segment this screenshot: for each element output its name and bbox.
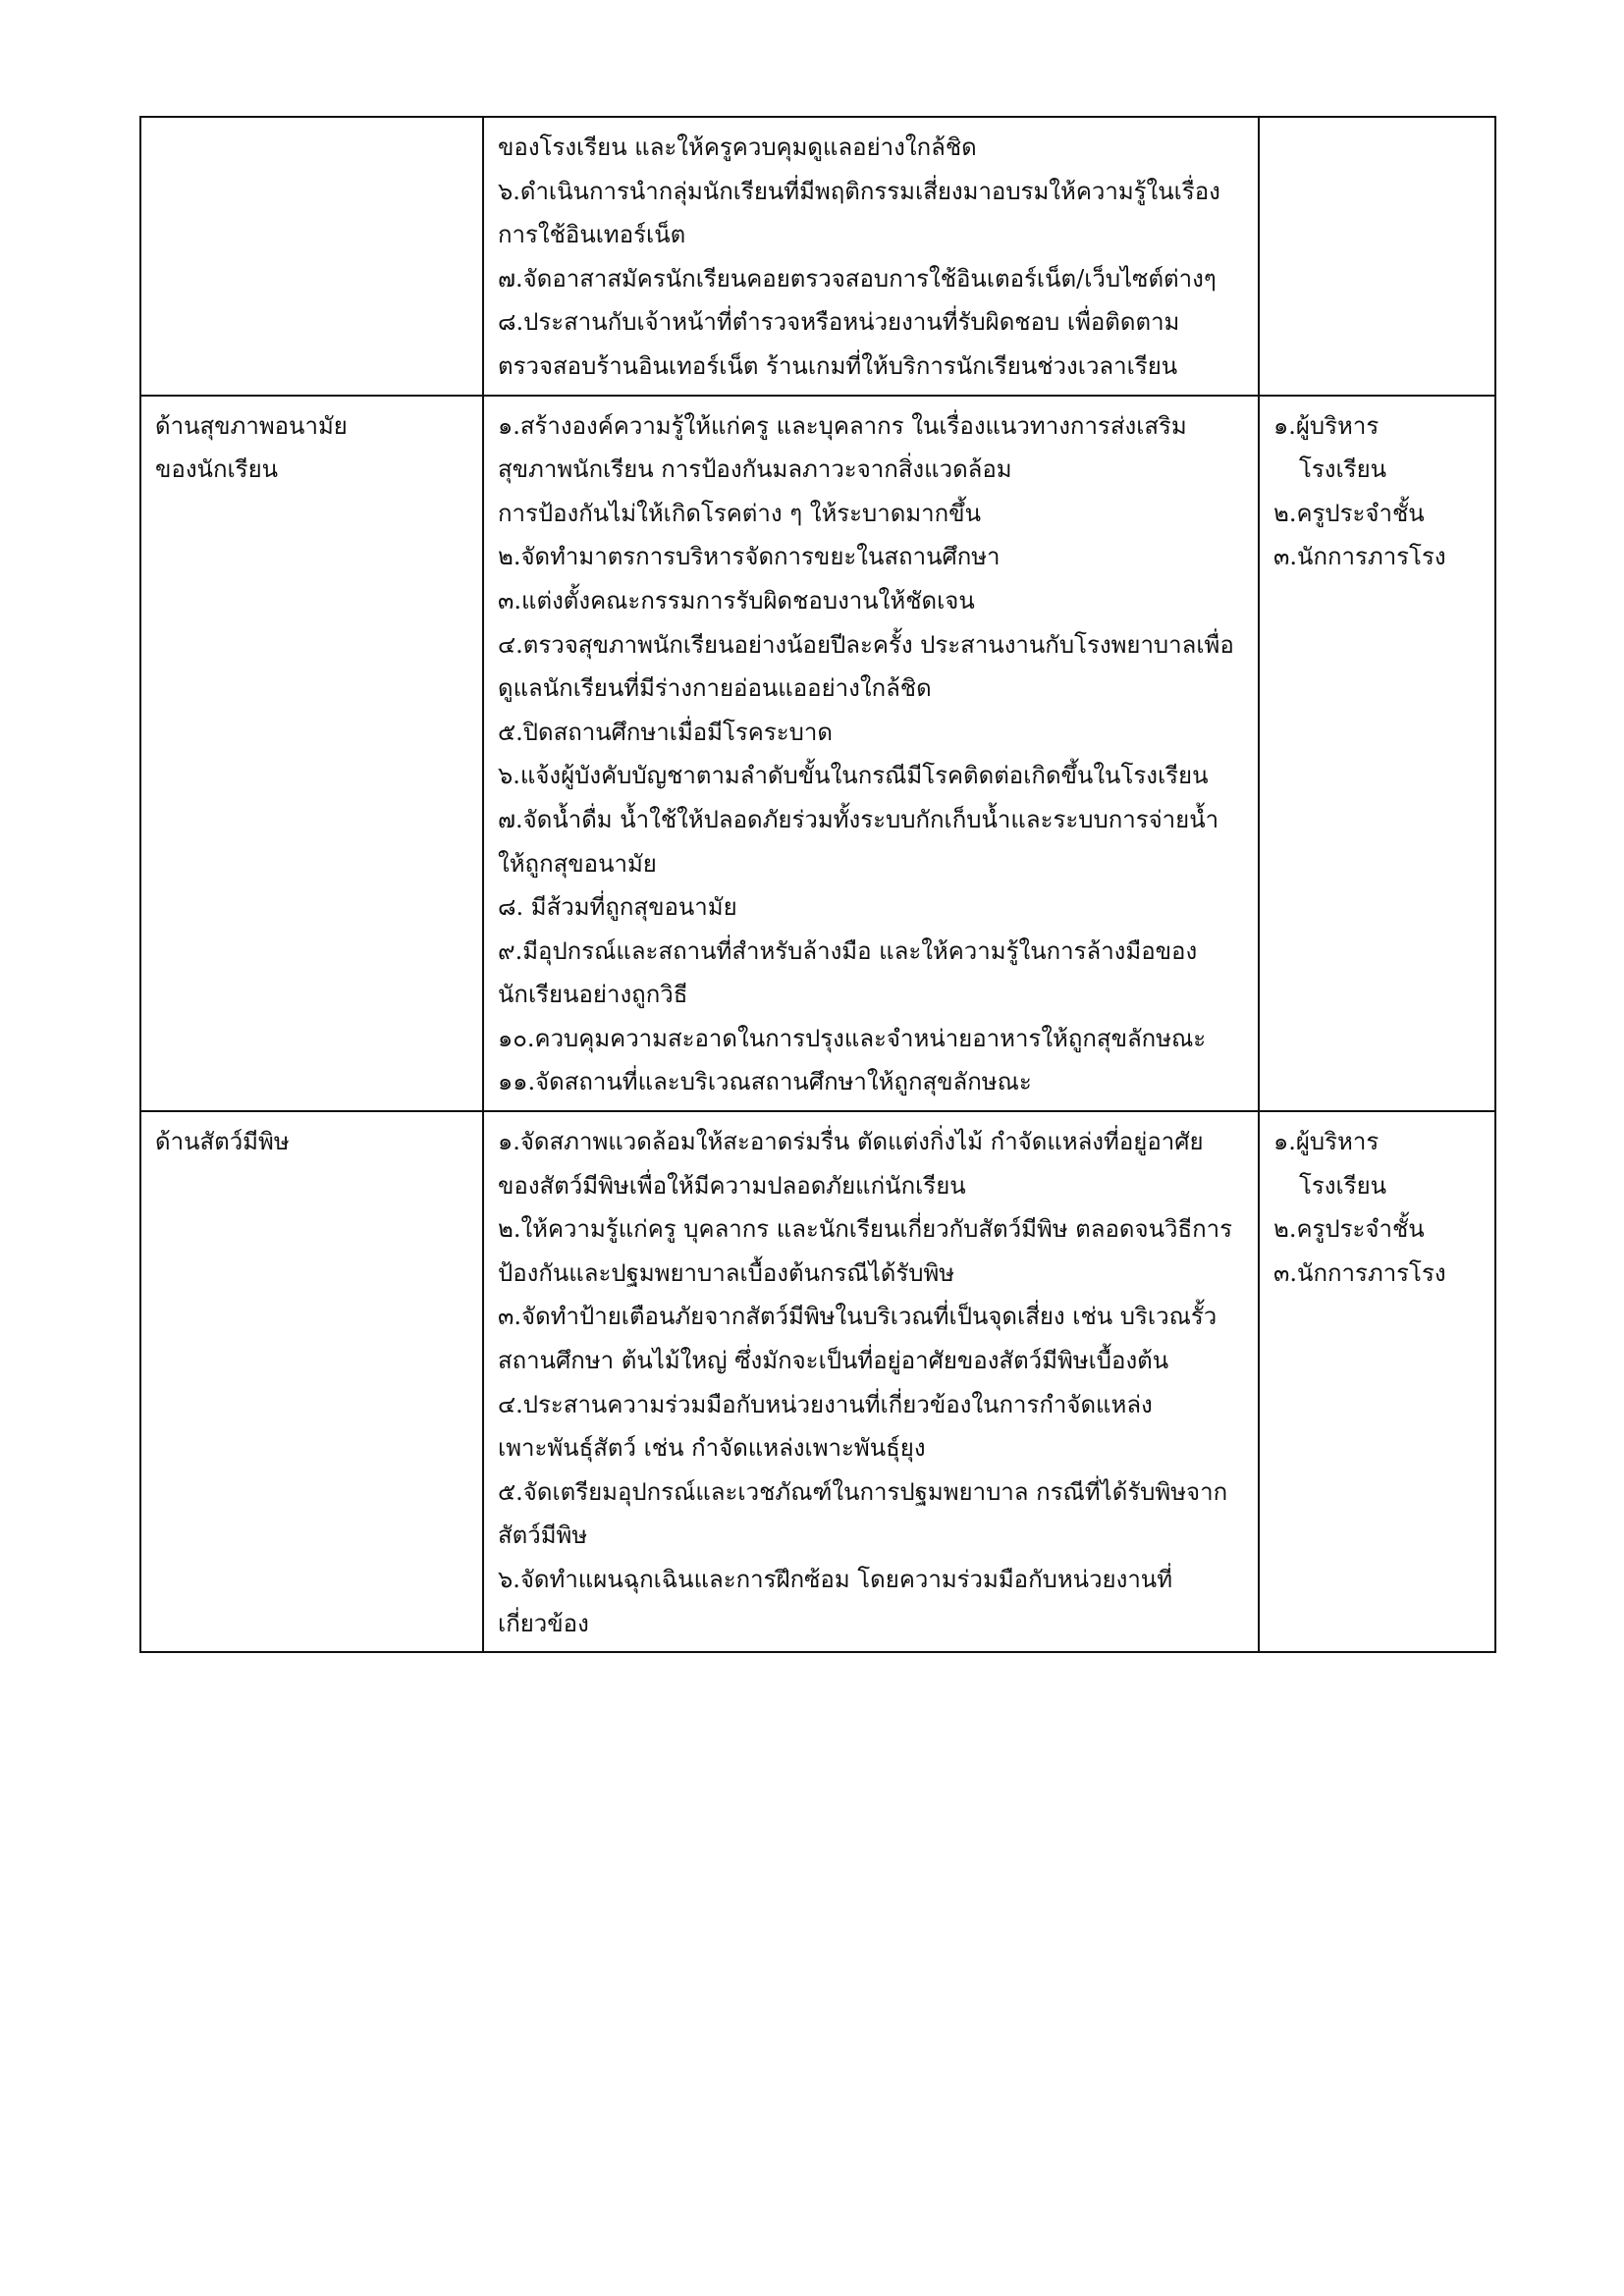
measure-line: ๗.จัดอาสาสมัครนักเรียนคอยตรวจสอบการใช้อินเตอร์เน็ต/เว็บไซต์ต่างๆ — [498, 264, 1217, 293]
measure-line: ๒.ให้ความรู้แก่ครู บุคลากร และนักเรียนเกี่ยวกับสัตว์มีพิษ ตลอดจนวิธีการ — [498, 1215, 1232, 1244]
measure-line: ๒.จัดทำมาตรการบริหารจัดการขยะในสถานศึกษา — [498, 543, 1001, 571]
measure-line: ๔.ตรวจสุขภาพนักเรียนอย่างน้อยปีละครั้ง ประสานงานกับโรงพยาบาลเพื่อ — [498, 630, 1234, 659]
measure-line: ของโรงเรียน และให้ครูควบคุมดูแลอย่างใกล้ชิด — [498, 133, 977, 161]
table-row — [140, 1111, 1495, 1652]
measure-line: เกี่ยวข้อง — [498, 1609, 589, 1637]
topic-line: ด้านสัตว์มีพิษ — [155, 1128, 290, 1156]
measure-line: ๖.ดำเนินการนำกลุ่มนักเรียนที่มีพฤติกรรมเสี่ยงมาอบรมให้ความรู้ในเรื่อง — [498, 177, 1220, 205]
responsible-line: โรงเรียน — [1299, 455, 1387, 484]
measure-line: สัตว์มีพิษ — [498, 1522, 588, 1550]
measure-line: ให้ถูกสุขอนามัย — [498, 849, 657, 878]
measure-line: ๖.จัดทำแผนฉุกเฉินและการฝึกซ้อม โดยความร่วมมือกับหน่วยงานที่ — [498, 1566, 1173, 1593]
responsible-cell — [1259, 1111, 1495, 1652]
measure-line: สุขภาพนักเรียน การป้องกันมลภาวะจากสิ่งแวดล้อม — [498, 455, 1012, 484]
responsible-line: ๒.ครูประจำชั้น — [1273, 499, 1425, 527]
measure-line: ๑๑.จัดสถานที่และบริเวณสถานศึกษาให้ถูกสุขลักษณะ — [498, 1068, 1032, 1096]
topic-line: ด้านสุขภาพอนามัย — [155, 411, 348, 440]
measure-line: ๘.ประสานกับเจ้าหน้าที่ตำรวจหรือหน่วยงานที่รับผิดชอบ เพื่อติดตาม — [498, 308, 1180, 337]
measure-line: ๘. มีส้วมที่ถูกสุขอนามัย — [498, 893, 737, 922]
responsible-line: ๒.ครูประจำชั้น — [1273, 1215, 1425, 1244]
measure-line: สถานศึกษา ต้นไม้ใหญ่ ซึ่งมักจะเป็นที่อยู่อาศัยของสัตว์มีพิษเบื้องต้น — [498, 1347, 1169, 1375]
measure-line: นักเรียนอย่างถูกวิธี — [498, 981, 688, 1009]
measure-line: ๗.จัดน้ำดื่ม น้ำใช้ให้ปลอดภัยร่วมทั้งระบบกักเก็บน้ำและระบบการจ่ายน้ำ — [498, 805, 1219, 833]
measure-line: การใช้อินเทอร์เน็ต — [498, 221, 686, 249]
measure-line: ๔.ประสานความร่วมมือกับหน่วยงานที่เกี่ยวข้องในการกำจัดแหล่ง — [498, 1390, 1153, 1418]
responsible-line: ๓.นักการภารโรง — [1273, 543, 1446, 571]
measure-line: การป้องกันไม่ให้เกิดโรคต่าง ๆ ให้ระบาดมากขึ้น — [498, 499, 981, 527]
measure-line: ตรวจสอบร้านอินเทอร์เน็ต ร้านเกมที่ให้บริการนักเรียนช่วงเวลาเรียน — [498, 351, 1178, 380]
measure-line: ๙.มีอุปกรณ์และสถานที่สำหรับล้างมือ และให้ความรู้ในการล้างมือของ — [498, 936, 1198, 965]
responsible-line: ๓.นักการภารโรง — [1273, 1258, 1446, 1287]
measure-line: เพาะพันธุ์สัตว์ เช่น กำจัดแหล่งเพาะพันธุ์ยุง — [498, 1434, 926, 1463]
measures-cell — [483, 1111, 1259, 1652]
measure-line: ๕.จัดเตรียมอุปกรณ์และเวชภัณฑ์ในการปฐมพยาบาล กรณีที่ได้รับพิษจาก — [498, 1477, 1228, 1506]
measure-line: ๑๐.ควบคุมความสะอาดในการปรุงและจำหน่ายอาหารให้ถูกสุขลักษณะ — [498, 1024, 1207, 1052]
measure-line: ของสัตว์มีพิษเพื่อให้มีความปลอดภัยแก่นักเรียน — [498, 1171, 966, 1200]
topic-cell — [140, 1111, 483, 1652]
measure-line: ป้องกันและปฐมพยาบาลเบื้องต้นกรณีได้รับพิษ — [498, 1258, 955, 1287]
measures-cell — [483, 117, 1259, 396]
measure-line: ๖.แจ้งผู้บังคับบัญชาตามลำดับขั้นในกรณีมีโรคติดต่อเกิดขึ้นในโรงเรียน — [498, 762, 1209, 790]
table-row — [140, 396, 1495, 1112]
topic-cell — [140, 117, 483, 396]
measures-cell — [483, 396, 1259, 1112]
responsible-line: ๑.ผู้บริหาร — [1273, 1128, 1380, 1156]
topic-line: ของนักเรียน — [155, 455, 279, 484]
measure-line: ๓.แต่งตั้งคณะกรรมการรับผิดชอบงานให้ชัดเจน — [498, 586, 975, 614]
responsible-cell — [1259, 117, 1495, 396]
measure-line: ๑.จัดสภาพแวดล้อมให้สะอาดร่มรื่น ตัดแต่งกิ่งไม้ กำจัดแหล่งที่อยู่อาศัย — [498, 1128, 1204, 1156]
responsible-line: โรงเรียน — [1299, 1171, 1387, 1200]
measure-line: ๓.จัดทำป้ายเตือนภัยจากสัตว์มีพิษในบริเวณที่เป็นจุดเสี่ยง เช่น บริเวณรั้ว — [498, 1303, 1218, 1331]
measure-line: ดูแลนักเรียนที่มีร่างกายอ่อนแออย่างใกล้ชิด — [498, 674, 932, 703]
measures-table — [139, 116, 1496, 1653]
table-row — [140, 117, 1495, 396]
topic-cell — [140, 396, 483, 1112]
responsible-cell — [1259, 396, 1495, 1112]
responsible-line: ๑.ผู้บริหาร — [1273, 411, 1380, 440]
measure-line: ๑.สร้างองค์ความรู้ให้แก่ครู และบุคลากร ในเรื่องแนวทางการส่งเสริม — [498, 411, 1187, 440]
measure-line: ๕.ปิดสถานศึกษาเมื่อมีโรคระบาด — [498, 718, 833, 746]
